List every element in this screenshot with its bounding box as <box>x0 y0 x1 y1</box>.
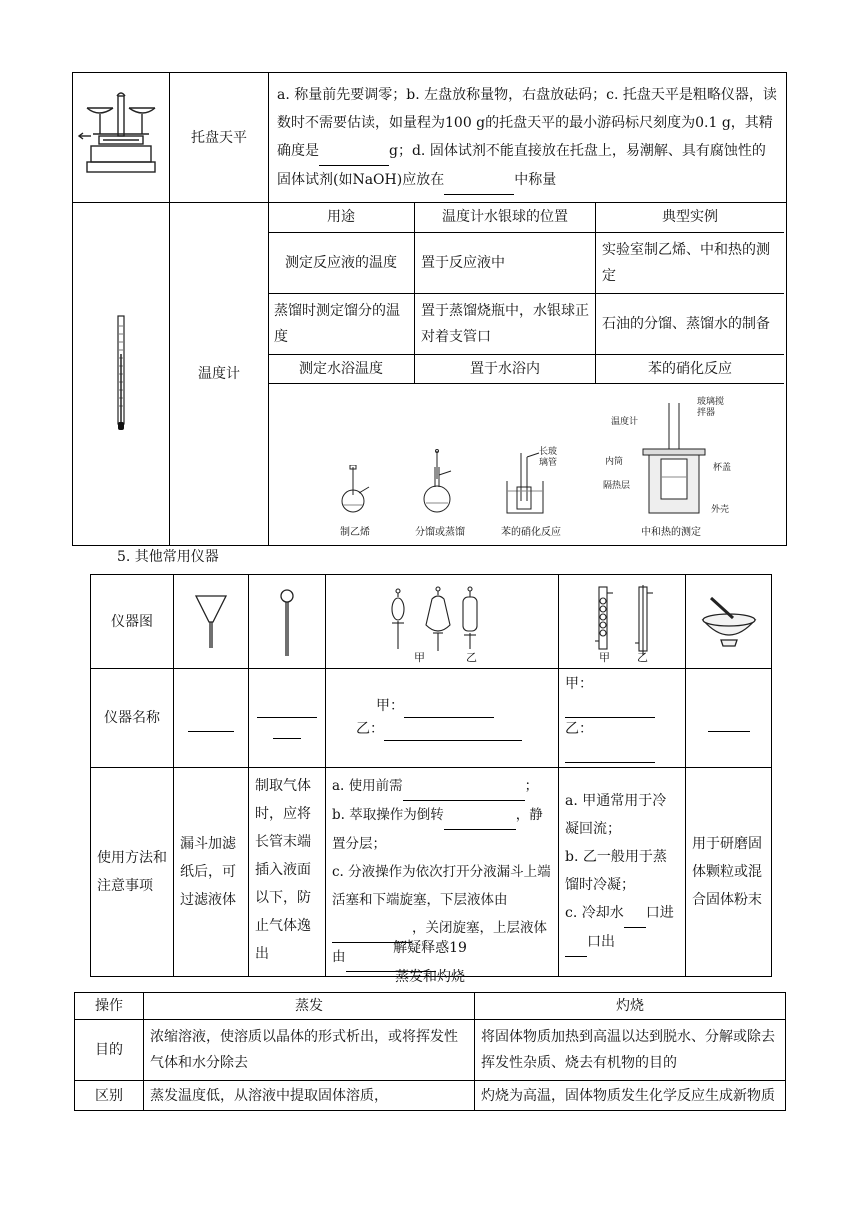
header-use: 用途 <box>268 202 415 233</box>
calorimeter-lid-label: 杯盖 <box>713 463 732 473</box>
precision-blank <box>319 137 389 166</box>
sep-usage-a-end: ； <box>524 778 539 794</box>
row-header-name: 仪器名称 <box>91 669 174 768</box>
image-row <box>91 575 772 669</box>
inner-row-1 <box>268 233 784 294</box>
cond-usage-c1: c. 冷却水 <box>565 905 624 921</box>
sep-usage-c1: c. 分液操作为依次打开分液漏斗上端活塞和下端旋塞，下层液体由 <box>332 864 551 908</box>
sep-name-jia-prefix: 甲： <box>376 698 404 714</box>
evap-header-ignition: 灼烧 <box>475 993 786 1020</box>
thermometer-inner-table <box>268 202 784 384</box>
separatory-funnels-icon <box>326 583 558 661</box>
cond-name-jia-line <box>565 673 679 718</box>
example-1: 实验室制乙烯、中和热的测定 <box>596 233 785 294</box>
thistle-name-blank <box>249 669 326 768</box>
separatory-funnel-image-cell <box>326 575 559 669</box>
sep-usage-b-end: ，静置分层； <box>332 807 543 852</box>
cond-usage-b: b. 乙一般用于蒸馏时冷凝； <box>565 849 667 893</box>
sep-name-yi-line <box>356 718 552 741</box>
funnel-name-blank <box>174 669 249 768</box>
cond-label-jia: 甲 <box>599 651 610 664</box>
balance-image-cell <box>73 73 170 203</box>
sep-label-jia: 甲 <box>414 651 425 664</box>
sep-names <box>326 669 559 768</box>
evap-diff-ignition: 灼烧为高温，固体物质发生化学反应生成新物质 <box>475 1081 786 1111</box>
funnel-image-cell <box>174 575 249 669</box>
mortar-pestle-icon <box>689 592 769 652</box>
balance-desc-part3: 中称量 <box>514 171 557 188</box>
mortar-usage: 用于研磨固体颗粒或混合固体粉末 <box>686 768 772 977</box>
header-example: 典型实例 <box>596 202 785 233</box>
sep-usage-b-text: b. 萃取操作为倒转 <box>332 807 444 823</box>
evap-row-purpose <box>75 1020 786 1081</box>
sep-label-yi: 乙 <box>466 651 477 664</box>
caption-calorimeter: 中和热的测定 <box>641 527 701 538</box>
example-2: 石油的分馏、蒸馏水的制备 <box>596 294 785 355</box>
calorimeter-stirrer-label: 玻璃搅拌器 <box>697 397 725 418</box>
cond-name-yi-line <box>565 718 679 763</box>
thermometer-row <box>73 203 787 546</box>
evap-purpose-label: 目的 <box>75 1020 144 1081</box>
balance-row <box>73 73 787 203</box>
thistle-funnel-icon <box>249 582 325 662</box>
mortar-name-blank <box>686 669 772 768</box>
thistle-usage: 制取气体时，应将长管末端插入液面以下，防止气体逸出 <box>249 768 326 977</box>
evaporation-table <box>74 992 786 1111</box>
section5-title: 5. 其他常用仪器 <box>117 549 219 565</box>
other-instruments-table <box>90 574 772 977</box>
funnel-usage: 漏斗加滤纸后，可过滤液体 <box>174 768 249 977</box>
inner-row-2 <box>268 294 784 355</box>
thermometer-detail-cell <box>269 203 787 546</box>
caption-nitration: 苯的硝化反应 <box>501 527 561 538</box>
evap-header-evaporation: 蒸发 <box>144 993 475 1020</box>
cond-usage-c3: 口出 <box>587 934 615 950</box>
sep-name-jia-line <box>356 695 552 718</box>
calorimeter-insulation-label: 隔热层 <box>603 481 631 491</box>
header-position: 温度计水银球的位置 <box>415 202 596 233</box>
cond-names <box>559 669 686 768</box>
use-2: 蒸馏时测定馏分的温度 <box>268 294 415 355</box>
caption-distillation: 分馏或蒸馏 <box>415 527 465 538</box>
position-2: 置于蒸馏烧瓶中，水银球正对着支管口 <box>415 294 596 355</box>
calorimeter-thermometer-label: 温度计 <box>611 417 639 427</box>
cond-label-yi: 乙 <box>637 651 648 664</box>
cond-usage-c2: 口进 <box>645 905 674 921</box>
calorimeter-apparatus-icon <box>639 401 709 517</box>
section-subheading: 蒸发和灼烧 <box>395 969 465 985</box>
thermometer-name: 温度计 <box>170 203 269 546</box>
long-neck-funnel-image-cell <box>249 575 326 669</box>
balance-description <box>269 73 787 203</box>
cond-usage-a: a. 甲通常用于冷凝回流； <box>565 793 667 837</box>
evap-diff-evaporation: 蒸发温度低，从溶液中提取固体溶质， <box>144 1081 475 1111</box>
use-3: 测定水浴温度 <box>268 355 415 384</box>
section-heading: 解疑释惑19 <box>393 940 467 956</box>
evap-diff-label: 区别 <box>75 1081 144 1111</box>
position-1: 置于反应液中 <box>415 233 596 294</box>
evap-purpose-evaporation: 浓缩溶液，使溶质以晶体的形式析出，或将挥发性气体和水分除去 <box>144 1020 475 1081</box>
balance-desc-part2: g；d. 固体试剂不能直接放在托盘上，易潮解、具有腐蚀性的固体试剂(如NaOH)应放在 <box>277 142 766 188</box>
balance-desc-part1: a. 称量前先要调零；b. 左盘放称量物，右盘放砝码；c. 托盘天平是粗略仪器，读数时不需要估读，如量程为100 g的托盘天平的最小游码标尺刻度为0.1 g，其精确度是 <box>277 86 777 159</box>
thermometer-icon <box>73 314 169 434</box>
cond-name-jia-prefix: 甲： <box>565 676 593 692</box>
row-header-usage: 使用方法和注意事项 <box>91 768 174 977</box>
calorimeter-shell-label: 外壳 <box>711 505 730 515</box>
sep-usage-a <box>332 772 552 801</box>
thermometer-apparatus-figure <box>269 379 783 539</box>
top-table <box>72 72 787 546</box>
sep-usage-a-text: a. 使用前需 <box>332 778 403 794</box>
funnel-icon <box>174 582 248 662</box>
condensers-icon <box>559 583 685 661</box>
thermometer-image-cell <box>73 203 170 546</box>
sep-name-yi-prefix: 乙： <box>356 721 384 737</box>
name-row <box>91 669 772 768</box>
balance-name: 托盘天平 <box>170 73 269 203</box>
container-blank <box>444 166 514 195</box>
distillation-apparatus-icon <box>417 449 461 515</box>
inner-header-row <box>268 202 784 233</box>
mortar-image-cell <box>686 575 772 669</box>
long-tube-label: 长玻璃管 <box>539 447 558 468</box>
evap-header-op: 操作 <box>75 993 144 1020</box>
evap-purpose-ignition: 将固体物质加热到高温以达到脱水、分解或除去挥发性杂质、烧去有机物的目的 <box>475 1020 786 1081</box>
ethylene-apparatus-icon <box>335 465 375 515</box>
tray-balance-icon <box>73 74 169 202</box>
sep-usage-b <box>332 801 552 858</box>
cond-name-yi-prefix: 乙： <box>565 721 593 737</box>
row-header-image: 仪器图 <box>91 575 174 669</box>
caption-ethylene: 制乙烯 <box>340 527 370 538</box>
position-3: 置于水浴内 <box>415 355 596 384</box>
sep-usage-c2: ，关闭旋塞，上层液体由 <box>332 920 547 965</box>
calorimeter-inner-label: 内筒 <box>605 457 624 467</box>
evap-header-row <box>75 993 786 1020</box>
nitration-apparatus-icon <box>505 451 545 515</box>
use-1: 测定反应液的温度 <box>268 233 415 294</box>
condenser-image-cell <box>559 575 686 669</box>
example-3: 苯的硝化反应 <box>596 355 785 384</box>
evap-row-difference <box>75 1081 786 1111</box>
